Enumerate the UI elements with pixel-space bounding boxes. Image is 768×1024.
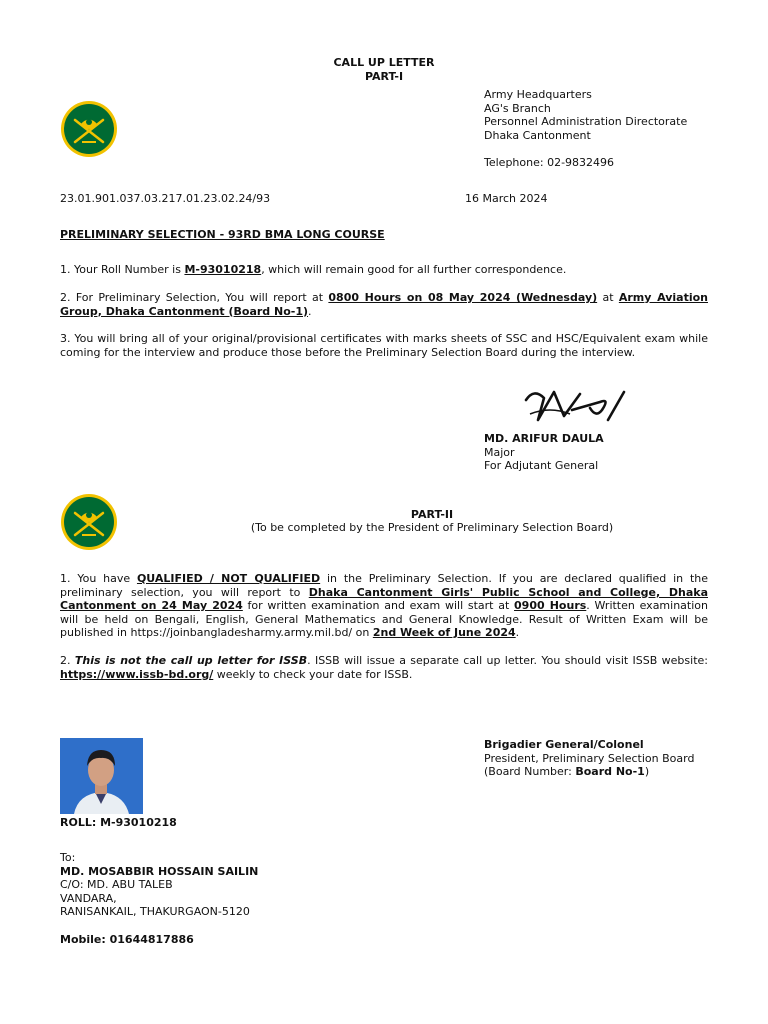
- address-line: AG's Branch: [484, 101, 551, 115]
- recipient-block: [60, 851, 460, 919]
- letter-date: 16 March 2024: [465, 192, 548, 205]
- result-date: 2nd Week of June 2024: [372, 626, 516, 639]
- text: ): [644, 765, 650, 778]
- text: weekly to check your date for ISSB.: [213, 667, 413, 681]
- recipient-address-line: C/O: MD. ABU TALEB: [60, 878, 173, 891]
- army-emblem-icon: [60, 100, 118, 158]
- text: for written examination and exam will start at: [242, 599, 515, 612]
- telephone: Telephone: 02-9832496: [484, 156, 615, 169]
- recipient-address-line: VANDARA,: [60, 891, 117, 905]
- army-emblem-icon: [60, 493, 118, 551]
- subject-line: PRELIMINARY SELECTION - 93RD BMA LONG COURSE: [60, 228, 385, 241]
- qualification-status: QUALIFIED / NOT QUALIFIED: [136, 572, 321, 585]
- text: 2.: [60, 654, 75, 667]
- part2-heading: PART-II: [410, 508, 454, 521]
- board-value: Board No-1: [575, 765, 645, 778]
- issb-note: This is not the call up letter for ISSB: [74, 654, 308, 667]
- text: in the Preliminary Selection. If you are declared qualified in the preliminary selection, you will report to: [60, 572, 708, 599]
- reference-number: 23.01.901.037.03.217.01.23.02.24/93: [60, 192, 271, 205]
- candidate-roll: ROLL: M-93010218: [60, 816, 177, 829]
- address-line: Personnel Administration Directorate: [484, 115, 688, 128]
- signatory-role: For Adjutant General: [484, 459, 599, 472]
- text: 1. Your Roll Number is: [60, 263, 185, 276]
- report-time: 0800 Hours on 08 May 2024 (Wednesday): [328, 291, 598, 304]
- president-block: [484, 738, 694, 779]
- text: , which will remain good for all further correspondence.: [261, 263, 567, 276]
- recipient-name: MD. MOSABBIR HOSSAIN SAILIN: [60, 864, 259, 878]
- president-role: President, Preliminary Selection Board: [484, 751, 695, 765]
- hq-address: [484, 88, 744, 142]
- address-line: Dhaka Cantonment: [484, 128, 591, 142]
- address-line: Army Headquarters: [484, 88, 592, 101]
- president-rank: Brigadier General/Colonel: [484, 738, 644, 751]
- board-number: [484, 765, 694, 779]
- exam-time: 0900 Hours: [514, 599, 587, 612]
- to-label: To:: [60, 851, 76, 864]
- paragraph-certificates: 3. You will bring all of your original/provisional certificates with marks sheets of SSC and HSC/Equivalent exam while coming for the interview and produce those before the Preliminary Selection Board during the interview.: [60, 332, 708, 359]
- part1-heading: PART-I: [364, 70, 404, 83]
- paragraph-roll: [60, 263, 708, 277]
- paragraph-qualification: [60, 572, 708, 640]
- report-place: Army Aviation Group, Dhaka Cantonment (Board No-1): [60, 291, 708, 318]
- part2-subtitle: (To be completed by the President of Preliminary Selection Board): [250, 521, 614, 534]
- text: . ISSB will issue a separate call up letter. You should visit ISSB website:: [307, 654, 708, 667]
- recipient-address-line: RANISANKAIL, THAKURGAON-5120: [60, 905, 250, 918]
- issb-website-link[interactable]: https://www.issb-bd.org/: [60, 667, 214, 681]
- signatory-block: [484, 432, 604, 473]
- text: at: [597, 291, 619, 304]
- text: . Written examination will be held on Bengali, English, General Mathematics and General Knowledge. Result of Written Exam will be published in https://joinbangladesharmy.army.mil.bd/ on: [60, 599, 708, 639]
- recipient-mobile: Mobile: 01644817886: [60, 933, 194, 946]
- exam-venue: Dhaka Cantonment Girls' Public School and College, Dhaka Cantonment on 24 May 2024: [60, 585, 708, 612]
- text: .: [308, 304, 312, 318]
- candidate-photo: [60, 738, 143, 814]
- signature-icon: [520, 380, 630, 428]
- signatory-name: MD. ARIFUR DAULA: [484, 432, 604, 445]
- text: 2. For Preliminary Selection, You will report at: [60, 291, 329, 304]
- roll-number: M-93010218: [184, 263, 262, 276]
- letter-title: CALL UP LETTER: [333, 56, 435, 69]
- text: .: [515, 626, 520, 639]
- paragraph-issb: [60, 654, 708, 681]
- text: (Board Number:: [484, 765, 576, 778]
- text: 1. You have: [60, 572, 137, 585]
- paragraph-report: [60, 291, 708, 318]
- signatory-rank: Major: [484, 445, 515, 459]
